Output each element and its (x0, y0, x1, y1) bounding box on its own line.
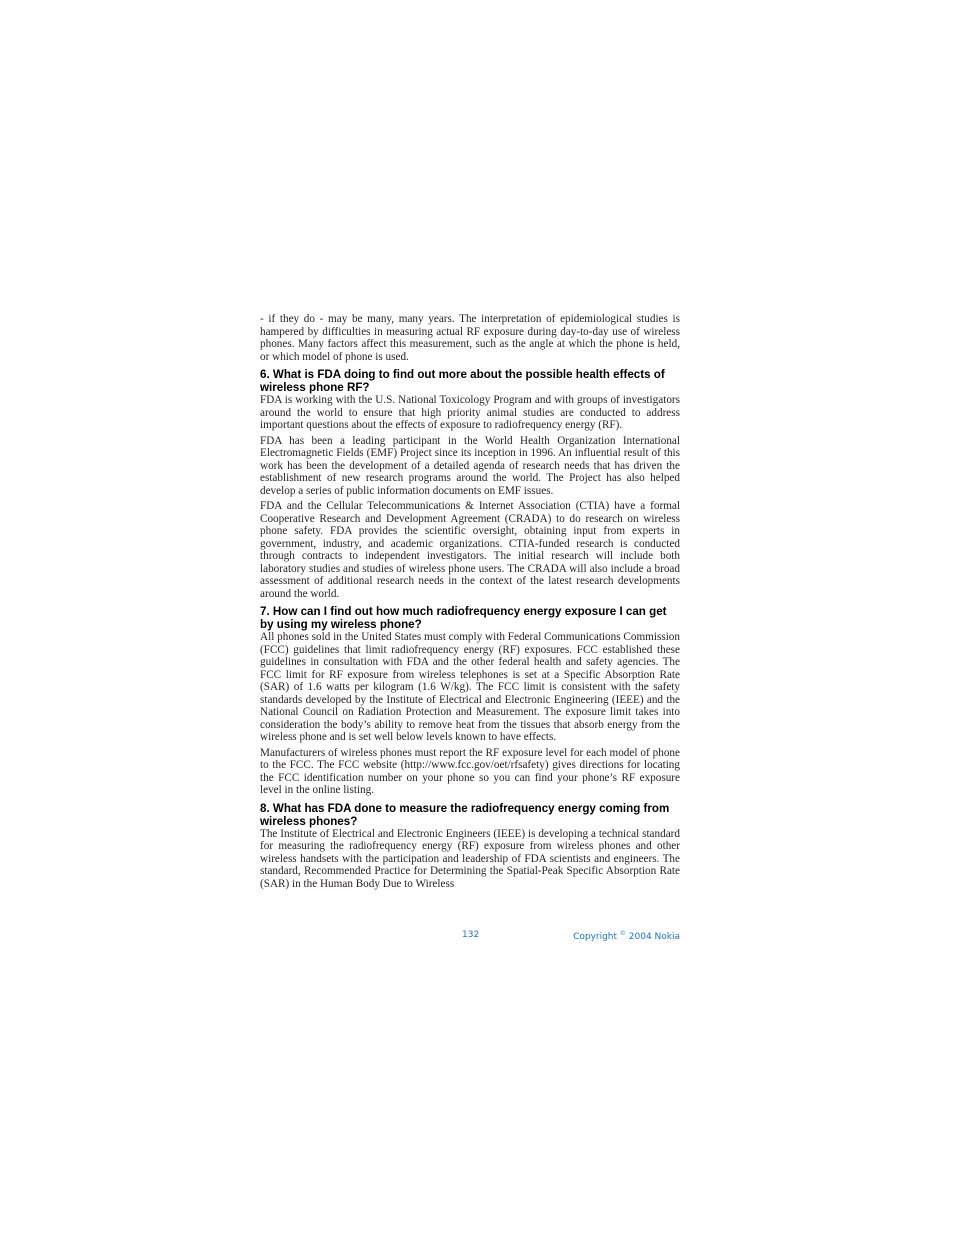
copyright-suffix: 2004 Nokia (625, 932, 680, 942)
question-7-heading: 7. How can I find out how much radiofrequency energy exposure I can get by using my wireless phone? (260, 605, 667, 631)
paragraph-7b: Manufacturers of wireless phones must report the RF exposure level for each model of phone to the FCC. The FCC website (http://www.fcc.gov/oet/rfsafety) gives directions for locating the FCC identification number on your phone so you can find your phone’s RF exposure level in the online listing. (260, 746, 680, 796)
document-page (260, 313, 680, 893)
question-6-heading: 6. What is FDA doing to find out more about the possible health effects of wireless phone RF? (260, 368, 665, 394)
page-number: 132 (462, 930, 480, 940)
paragraph-6c: FDA and the Cellular Telecommunications & Internet Association (CTIA) have a formal Cooperative Research and Development Agreement (CRADA) to do research on wireless phone safety. FDA provides the scientific oversight, obtaining input from experts in government, industry, and academic organizations. CTIA-funded research is conducted through contracts to independent investigators. The initial research will include both laboratory studies and studies of wireless phone users. The CRADA will also include a broad assessment of additional research needs in the context of the latest research developments around the world. (260, 500, 680, 600)
paragraph-continuation: - if they do - may be many, many years. The interpretation of epidemiological studies is hampered by difficulties in measuring actual RF exposure during day-to-day use of wireless phones. Many factors affect this measurement, such as the angle at which the phone is held, or which model of phone is used. (260, 313, 680, 363)
copyright-symbol: © (619, 930, 626, 937)
paragraph-7a: All phones sold in the United States must comply with Federal Communications Commission (FCC) guidelines that limit radiofrequency energy (RF) exposures. FCC established these guidelines in consultation with FDA and the other federal health and safety agencies. The FCC limit for RF exposure from wireless telephones is set at a Specific Absorption Rate (SAR) of 1.6 watts per kilogram (1.6 W/kg). The FCC limit is consistent with the safety standards developed by the Institute of Electrical and Electronic Engineering (IEEE) and the National Council on Radiation Protection and Measurement. The exposure limit takes into consideration the body’s ability to remove heat from the tissues that absorb energy from the wireless phone and is set well below levels known to have effects. (260, 631, 680, 743)
paragraph-6b: FDA has been a leading participant in the World Health Organization International Electromagnetic Fields (EMF) Project since its inception in 1996. An influential result of this work has been the development of a detailed agenda of research needs that has driven the establishment of new research programs around the world. The Project has also helped develop a series of public information documents on EMF issues. (260, 434, 680, 497)
question-8-heading: 8. What has FDA done to measure the radiofrequency energy coming from wireless phones? (260, 801, 670, 828)
page-footer (260, 930, 680, 944)
paragraph-6a: FDA is working with the U.S. National Toxicology Program and with groups of investigators around the world to ensure that high priority animal studies are conducted to address important questions about the effects of exposure to radiofrequency energy (RF). (260, 394, 680, 431)
paragraph-8a: The Institute of Electrical and Electronic Engineers (IEEE) is developing a technical standard for measuring the radiofrequency energy (RF) exposure from wireless phones and other wireless handsets with the participation and leadership of FDA scientists and engineers. The standard, Recommended Practice for Determining the Spatial-Peak Specific Absorption Rate (SAR) in the Human Body Due to Wireless (260, 827, 680, 890)
copyright-prefix: Copyright (573, 932, 620, 942)
copyright-notice (573, 930, 680, 942)
